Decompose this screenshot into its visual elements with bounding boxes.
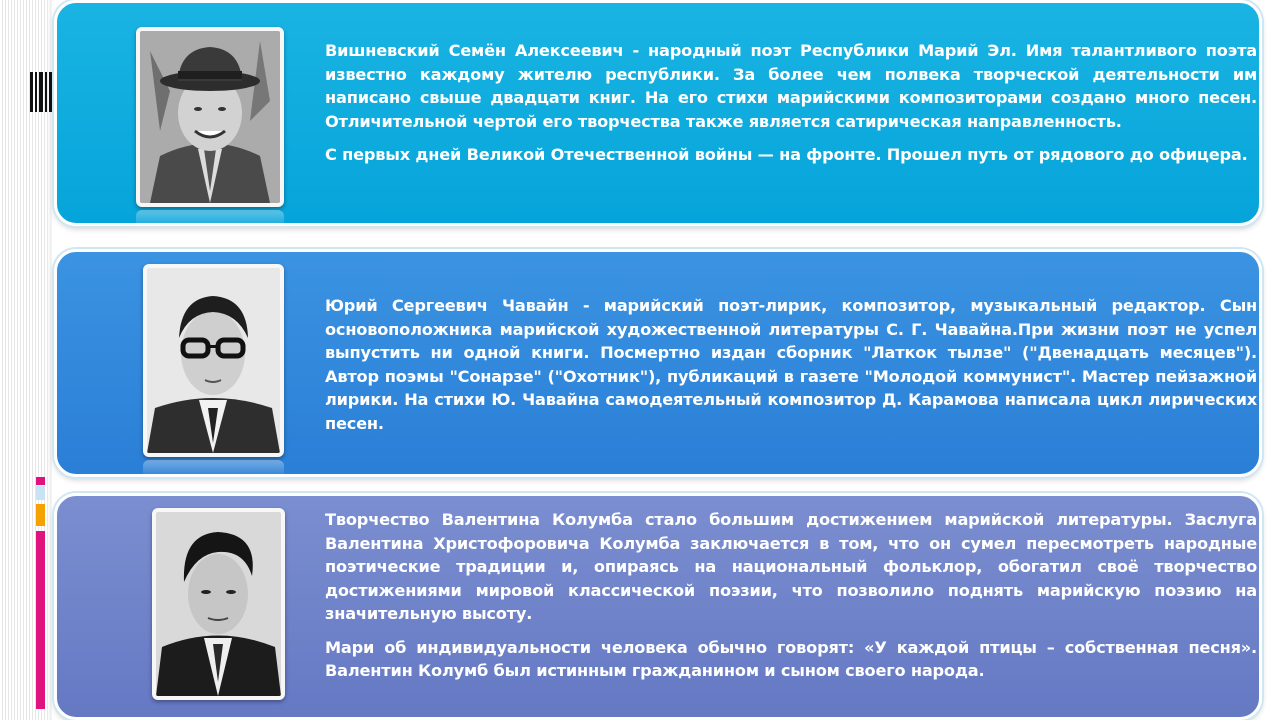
portrait-photo-kolumb	[152, 508, 285, 700]
paragraph: Творчество Валентина Колумба стало большим достижением марийской литературы. Заслуга Валентина Христофоровича Колумба заключается в том, что он сумел пересмотреть народные поэтические традиции и, опираясь на национальный фольклор, обогатил своё творчество достижениями мировой классической поэзии, что позволило поднять марийскую поэзию на значительную высоту.	[325, 510, 1257, 623]
barcode-decoration	[30, 72, 52, 112]
poet-panel-chavain	[54, 249, 1262, 477]
poet-description-kolumb	[325, 508, 1257, 693]
poet-panel-vishnevsky	[54, 0, 1262, 226]
accent-bar-lightblue	[36, 486, 45, 500]
paragraph: С первых дней Великой Отечественной войны — на фронте. Прошел путь от рядового до офицера.	[325, 145, 1248, 164]
photo-reflection	[143, 460, 284, 478]
poet-panel-kolumb	[54, 493, 1262, 720]
poet-description-chavain	[325, 294, 1257, 445]
paragraph: Вишневский Семён Алексеевич - народный поэт Республики Марий Эл. Имя талантливого поэта известно каждому жителю республики. За более чем полвека творческой деятельности им написано свыше двадцати книг. На его стихи марийскими композиторами создано много песен. Отличительной чертой его творчества также является сатирическая направленность.	[325, 41, 1257, 131]
accent-bar-orange	[36, 504, 45, 526]
poet-description-vishnevsky	[325, 39, 1257, 177]
portrait-man-with-glasses-icon	[147, 268, 280, 453]
paragraph: Юрий Сергеевич Чавайн - марийский поэт-лирик, композитор, музыкальный редактор. Сын основоположника марийской художественной литературы С. Г. Чавайна.При жизни поэт не успел выпустить ни одной книги. Посмертно издан сборник "Латкок тылзе" ("Двенадцать месяцев"). Автор поэмы "Сонарзе" ("Охотник"), публикаций в газете "Молодой коммунист". Мастер пейзажной лирики. На стихи Ю. Чавайна самодеятельный композитор Д. Карамова написала цикл лирических песен.	[325, 296, 1257, 433]
accent-bar-magenta-top	[36, 477, 45, 485]
paragraph: Мари об индивидуальности человека обычно говорят: «У каждой птицы – собственная песня». Валентин Колумб был истинным гражданином и сыном своего народа.	[325, 637, 1257, 680]
portrait-man-in-suit-icon	[156, 512, 281, 696]
portrait-photo-chavain	[143, 264, 284, 457]
portrait-photo-vishnevsky	[136, 27, 284, 207]
portrait-man-in-hat-icon	[140, 31, 280, 203]
accent-bar-magenta	[36, 531, 45, 709]
photo-reflection	[136, 210, 284, 230]
